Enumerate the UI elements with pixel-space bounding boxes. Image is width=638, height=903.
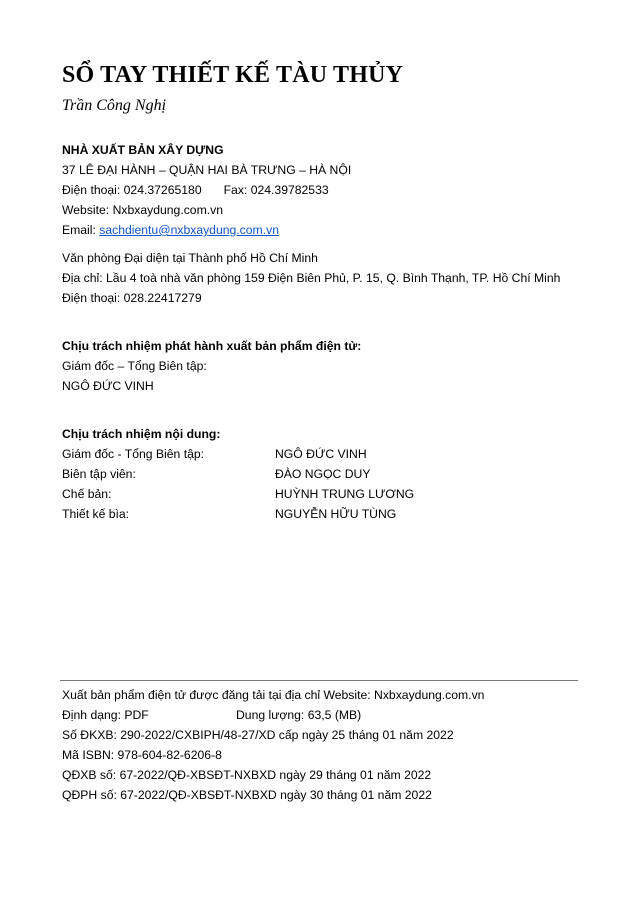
office-title: Văn phòng Đại diện tại Thành phố Hồ Chí Minh — [62, 251, 318, 265]
content-role: Giám đốc - Tổng Biên tập: — [62, 447, 205, 461]
content-heading: Chịu trách nhiệm nội dung: — [62, 427, 221, 441]
content-person: HUỲNH TRUNG LƯƠNG — [275, 487, 415, 501]
publisher-email-link[interactable]: sachdientu@nxbxaydung.com.vn — [99, 223, 279, 237]
footer-registration: Số ĐKXB: 290-2022/CXBIPH/48-27/XD cấp ngày 25 tháng 01 năm 2022 — [62, 728, 454, 742]
publisher-email-line — [62, 223, 279, 237]
footer-qdxb: QĐXB số: 67-2022/QĐ-XBSĐT-NXBXD ngày 29 tháng 01 năm 2022 — [62, 768, 432, 782]
office-phone: Điện thoại: 028.22417279 — [62, 291, 202, 305]
content-row — [62, 487, 415, 501]
publisher-fax: Fax: 024.39782533 — [223, 183, 329, 197]
distribution-name: NGÔ ĐỨC VINH — [62, 379, 154, 393]
publisher-name: NHÀ XUẤT BẢN XÂY DỰNG — [62, 143, 224, 157]
content-row — [62, 507, 397, 521]
content-role: Thiết kế bìa: — [62, 507, 130, 521]
footer-format-line — [62, 708, 362, 722]
publisher-phone: Điện thoại: 024.37265180 — [62, 183, 202, 197]
content-person: NGUYỄN HỮU TÙNG — [275, 507, 397, 521]
content-row — [62, 447, 367, 461]
footer-published-at: Xuất bản phẩm điện tử được đăng tải tại địa chỉ Website: Nxbxaydung.com.vn — [62, 688, 485, 702]
book-author: Trần Công Nghị — [62, 97, 167, 114]
footer-isbn: Mã ISBN: 978-604-82-6206-8 — [62, 748, 222, 762]
content-role: Chế bản: — [62, 487, 112, 501]
office-address: Địa chỉ: Lầu 4 toà nhà văn phòng 159 Điện Biên Phủ, P. 15, Q. Bình Thạnh, TP. Hồ Chí Minh — [62, 271, 561, 285]
distribution-heading: Chịu trách nhiệm phát hành xuất bản phẩm điện tử: — [62, 339, 362, 353]
content-role: Biên tập viên: — [62, 467, 136, 481]
content-person: NGÔ ĐỨC VINH — [275, 447, 367, 461]
content-row — [62, 467, 371, 481]
footer-size: Dung lượng: 63,5 (MB) — [236, 708, 362, 722]
footer-qdph: QĐPH số: 67-2022/QĐ-XBSĐT-NXBXD ngày 30 tháng 01 năm 2022 — [62, 788, 432, 802]
publisher-email-label: Email: — [62, 223, 100, 237]
publisher-website: Website: Nxbxaydung.com.vn — [62, 203, 223, 217]
distribution-role: Giám đốc – Tổng Biên tập: — [62, 359, 207, 373]
footer-format: Định dạng: PDF — [62, 708, 149, 722]
book-title: SỔ TAY THIẾT KẾ TÀU THỦY — [62, 62, 404, 88]
publisher-address: 37 LÊ ĐẠI HÀNH – QUẬN HAI BÀ TRƯNG – HÀ NỘI — [62, 163, 352, 177]
publisher-contact-line — [62, 183, 329, 197]
content-person: ĐÀO NGỌC DUY — [275, 467, 371, 481]
footer-divider — [60, 680, 578, 681]
